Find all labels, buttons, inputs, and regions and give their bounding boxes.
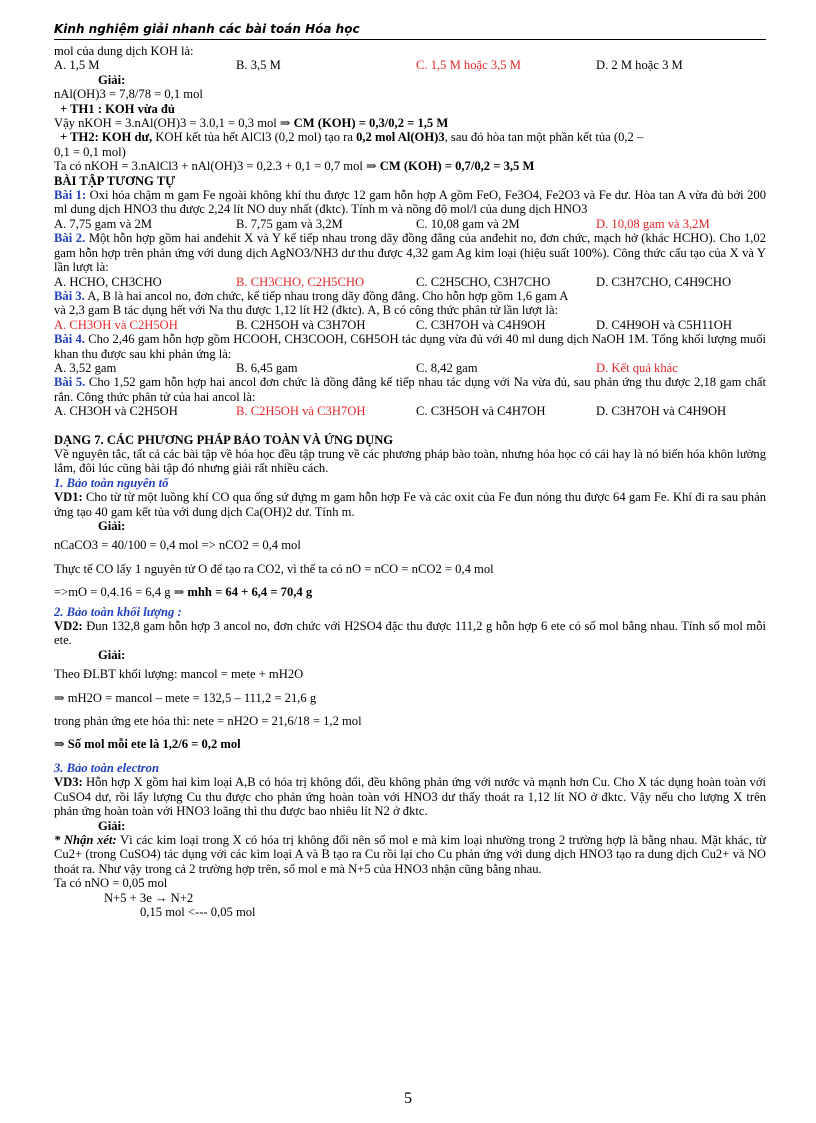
note-label: * Nhận xét: — [54, 832, 117, 847]
solution-heading: Giải: — [98, 818, 126, 833]
note-paragraph — [54, 833, 766, 876]
text-line — [54, 159, 766, 173]
option-b: B. C2H5OH và C3H7OH — [236, 404, 366, 419]
result-span: mhh = 64 + 6,4 = 70,4 g — [187, 585, 313, 600]
answer-options — [54, 361, 766, 375]
solution-heading: Giải: — [98, 647, 126, 662]
case-heading: + TH2: KOH dư, — [60, 130, 153, 145]
solution-heading: Giải: — [98, 519, 126, 533]
option-c: C. 10,08 gam và 2M — [416, 216, 520, 231]
exercise-text: Cho 1,52 gam hỗn hợp hai ancol đơn chức là đồng đẳng kế tiếp nhau tác dụng với Na vừa đủ, sau phản ứng thu được 2,18 gam chất rắn. Công thức phân tử của hai ancol là: — [54, 375, 766, 404]
option-d: D. C3H7CHO, C4H9CHO — [596, 274, 732, 289]
example-text: Cho từ từ một luồng khí CO qua ống sứ đựng m gam hỗn hợp Fe và các oxit của Fe đun nóng thu được 64 gam Fe. Khí đi ra sau phản ứng tạo 40 gam kết tủa với dung dịch Ca(OH)2 dư. Tính m. — [54, 490, 766, 519]
exercise-label: Bài 5. — [54, 375, 86, 390]
result-span: CM (KOH) = 0,7/0,2 = 3,5 M — [379, 159, 535, 174]
answer-options — [54, 318, 766, 332]
answer-options — [54, 404, 766, 418]
exercise-4 — [54, 332, 766, 361]
example-label: VD3: — [54, 775, 83, 790]
text-span: KOH kết tủa hết AlCl3 (0,2 mol) tạo ra — [152, 130, 357, 145]
equation-line: N+5 + 3e → N+2 — [104, 890, 194, 905]
exercise-5 — [54, 375, 766, 404]
answer-options — [54, 275, 766, 289]
exercise-label: Bài 3. — [54, 288, 85, 303]
section-heading: DẠNG 7. CÁC PHƯƠNG PHÁP BẢO TOÀN VÀ ỨNG DỤNG — [54, 432, 394, 447]
text-line — [54, 130, 766, 144]
text-line — [54, 116, 766, 130]
exercise-3 — [54, 289, 766, 303]
option-b: B. 7,75 gam và 3,2M — [236, 216, 343, 231]
bold-span: 0,2 mol Al(OH)3 — [356, 130, 445, 145]
answer-options — [54, 217, 766, 231]
option-d: D. 10,08 gam và 3,2M — [596, 216, 710, 231]
section-heading: BÀI TẬP TƯƠNG TỰ — [54, 173, 176, 188]
text-line: Ta có nNO = 0,05 mol — [54, 876, 168, 891]
option-d: D. 2 M hoặc 3 M — [596, 58, 683, 73]
text-span: Ta có nKOH = 3.nAlCl3 + nAl(OH)3 = 0,2.3 + 0,1 = 0,7 mol ⇒ — [54, 159, 380, 174]
option-c: C. C3H5OH và C4H7OH — [416, 404, 546, 419]
example-1 — [54, 490, 766, 519]
page-content — [54, 44, 766, 919]
example-text: Đun 132,8 gam hỗn hợp 3 ancol no, đơn chức với H2SO4 đặc thu được 111,2 g hỗn hợp 6 ete có số mol bằng nhau. Tính số mol mỗi ete. — [54, 619, 766, 648]
option-a: A. 3,52 gam — [54, 360, 117, 375]
page-header: Kinh nghiệm giải nhanh các bài toán Hóa học — [54, 22, 766, 40]
exercise-1 — [54, 188, 766, 217]
option-d: D. Kết quả khác — [596, 360, 678, 375]
text-line: 0,1 = 0,1 mol) — [54, 144, 126, 159]
option-a: A. 7,75 gam và 2M — [54, 216, 152, 231]
option-b: B. CH3CHO, C2H5CHO — [236, 274, 365, 289]
example-label: VD2: — [54, 619, 83, 634]
text-line: mol của dung dịch KOH là: — [54, 44, 194, 58]
example-3 — [54, 775, 766, 818]
text-span: =>mO = 0,4.16 = 6,4 g ⇒ — [54, 585, 188, 600]
text-span: , sau đó hòa tan một phần kết tủa (0,2 – — [444, 130, 644, 145]
option-c: C. 1,5 M hoặc 3,5 M — [416, 58, 521, 73]
example-label: VD1: — [54, 490, 83, 505]
option-b: B. 3,5 M — [236, 58, 281, 73]
option-a: A. CH3OH và C2H5OH — [54, 404, 178, 419]
text-line: và 2,3 gam B tác dụng hết với Na thu được 1,12 lít H2 (đktc). A, B có công thức phân tử lần lượt là: — [54, 303, 559, 318]
result-line: ⇒ Số mol mỗi ete là 1,2/6 = 0,2 mol — [54, 737, 241, 752]
text-line: Thực tế CO lấy 1 nguyên tử O để tạo ra CO2, vì thế ta có nO = nCO = nCO2 = 0,4 mol — [54, 561, 494, 576]
exercise-label: Bài 4. — [54, 332, 85, 347]
option-c: C. C3H7OH và C4H9OH — [416, 317, 546, 332]
answer-options — [54, 58, 766, 72]
text-line: trong phản ứng ete hóa thì: nete = nH2O = 21,6/18 = 1,2 mol — [54, 714, 362, 729]
subsection-heading: 2. Bảo toàn khối lượng : — [54, 604, 182, 619]
option-b: B. C2H5OH và C3H7OH — [236, 317, 366, 332]
exercise-text: Một hỗn hợp gồm hai anđehit X và Y kế tiếp nhau trong dãy đồng đẳng của anđehit no, đơn chức, mạch hở (khác HCHO). Cho 1,02 gam hỗn hợp trên phản ứng với dung dịch AgNO3/NH3 dư thu được 4,32 gam Ag kim loại (hiệu suất 100%). Công thức cấu tạo của X và Y lần lượt là: — [54, 231, 767, 275]
text-span: Vậy nKOH = 3.nAl(OH)3 = 3.0,1 = 0,3 mol ⇒ — [54, 116, 294, 131]
option-a: A. HCHO, CH3CHO — [54, 274, 162, 289]
option-a: A. 1,5 M — [54, 58, 100, 73]
page-number: 5 — [404, 1090, 412, 1107]
text-line: ⇒ mH2O = mancol – mete = 132,5 – 111,2 = 21,6 g — [54, 690, 317, 705]
subsection-heading: 3. Bảo toàn electron — [54, 760, 159, 775]
intro-paragraph: Về nguyên tắc, tất cả các bài tập về hóa học đều tập trung về các phương pháp bào toàn, nhưng hóa học có cái hay là nó biến hóa khôn lường lắm, đôi lúc cũng bài tập đó nhưng giải rất nhiều cách. — [54, 446, 766, 476]
example-text: Hỗn hợp X gồm hai kim loại A,B có hóa trị không đổi, đều không phản ứng với nước và mạnh hơn Cu. Cho X tác dụng hoàn toàn với CuSO4 dư, rồi lấy lượng Cu thu được cho phản ứng hoàn toàn với HNO3 dư thấy thoát ra 1,12 lít NO ở đktc. Vậy nếu cho lượng X trên phản ứng hoàn toàn với HNO3 loãng thì thu được bao nhiêu lít N2 ở đktc. — [54, 775, 766, 819]
equation-line: 0,15 mol <--- 0,05 mol — [140, 904, 256, 919]
option-d: D. C3H7OH và C4H9OH — [596, 404, 727, 419]
subsection-heading: 1. Bảo toàn nguyên tố — [54, 475, 169, 490]
option-a: A. CH3OH và C2H5OH — [54, 317, 178, 332]
option-c: C. C2H5CHO, C3H7CHO — [416, 274, 551, 289]
text-line: nAl(OH)3 = 7,8/78 = 0,1 mol — [54, 87, 203, 102]
solution-heading: Giải: — [98, 72, 126, 87]
exercise-label: Bài 1: — [54, 188, 87, 203]
result-span: CM (KOH) = 0,3/0,2 = 1,5 M — [293, 116, 449, 131]
option-b: B. 6,45 gam — [236, 360, 298, 375]
option-c: C. 8,42 gam — [416, 360, 478, 375]
example-2 — [54, 619, 766, 648]
exercise-2 — [54, 231, 766, 274]
text-line: nCaCO3 = 40/100 = 0,4 mol => nCO2 = 0,4 mol — [54, 538, 301, 553]
exercise-label: Bài 2. — [54, 231, 86, 246]
exercise-text: Oxi hóa chậm m gam Fe ngoài không khí thu được 12 gam hỗn hợp A gồm FeO, Fe3O4, Fe2O3 và Fe dư. Hòa tan A vừa đủ bởi 200 ml dung dịch HNO3 thu được 2,24 lít NO duy nhất (đktc). Tính m và nồng độ mol/l của dung dịch HNO3 — [54, 188, 766, 217]
option-d: D. C4H9OH và C5H11OH — [596, 317, 732, 332]
text-line — [54, 585, 766, 599]
exercise-text: Cho 2,46 gam hỗn hợp gồm HCOOH, CH3COOH, C6H5OH tác dụng vừa đủ với 40 ml dung dịch NaOH 1M. Tổng khối lượng muối khan thu được sau khi phản ứng là: — [54, 332, 766, 361]
case-heading: + TH1 : KOH vừa đủ — [60, 101, 175, 116]
text-line: Theo ĐLBT khối lượng: mancol = mete + mH2O — [54, 667, 304, 682]
note-text: Vì các kim loại trong X có hóa trị không đổi nên số mol e mà kim loại nhường trong 2 trường hợp là bằng nhau. Mặt khác, từ Cu2+ (trong CuSO4) tác dụng với các kim loại A và B tạo ra Cu rồi lại cho Cu phản ứng với dung dịch HNO3 tạo ra dung dịch Cu2+ và NO thoát ra. Như vậy trong cả 2 trường hợp trên, số mol e mà N+5 của HNO3 nhận cũng bằng nhau. — [54, 832, 766, 876]
exercise-text: A, B là hai ancol no, đơn chức, kế tiếp nhau trong dãy đồng đẳng. Cho hỗn hợp gồm 1,6 gam A — [84, 288, 569, 303]
